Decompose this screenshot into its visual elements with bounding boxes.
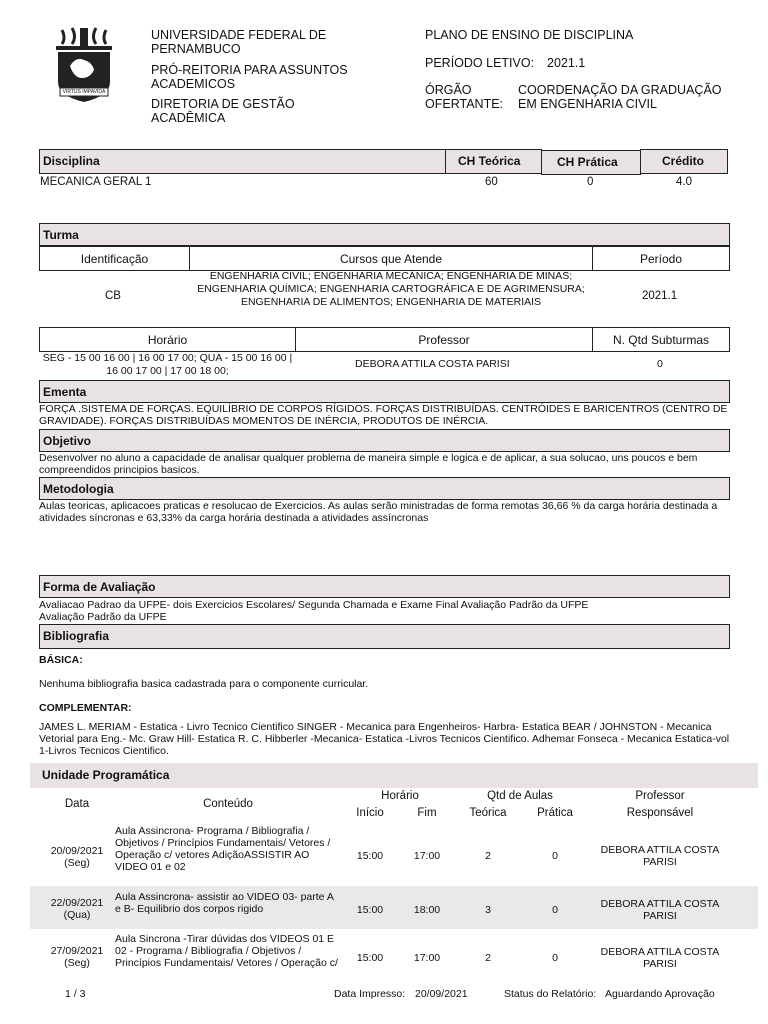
university-name: UNIVERSIDADE FEDERAL DE PERNAMBUCO: [151, 28, 327, 56]
complementar-text: JAMES L. MERIAM - Estatica - Livro Tecnico Cientifico SINGER - Mecanica para Engenheiros- Harbra- Estatica BEAR / JOHNSTON - Mecanica Vetorial para Eng.- Mc. Graw Hill- Estatica R. C. Hibberler -Mecanica- Estatica -Livros Tecnicos Cientifico. Adhemar Fonseca - Mecanica Estatica-vol 1-Livros Tecnicos Cientifico.: [39, 721, 730, 757]
row-professor: DEBORA ATTILA COSTA PARISI: [600, 946, 720, 970]
row-professor: DEBORA ATTILA COSTA PARISI: [600, 844, 720, 868]
credito-col: Crédito: [662, 154, 704, 168]
row-conteudo: Aula Assincrona- assistir ao VIDEO 03- parte A e B- Equilibrio dos corpos rigido: [115, 891, 334, 915]
row-fim: 18:00: [413, 904, 441, 916]
professor-header: Professor: [295, 327, 593, 352]
ementa-header: [39, 380, 730, 403]
objetivo-text: Desenvolver no aluno a capacidade de analisar qualquer problema de maneira simple e logica e de aplicar, a sua solucao, uns poucos e bem compreendidos principios basicos.: [39, 452, 698, 476]
turma-header: [39, 223, 730, 246]
ementa-text: FORÇA .SISTEMA DE FORÇAS. EQUILÍBRIO DE CORPOS RÍGIDOS. FORÇAS DISTRIBUÍDAS. CENTRÓIDES E BARICENTROS (CENTRO DE GRAVIDADE). FORÇAS DISTRIBUÍDAS MOMENTOS DE INÉRCIA, PRODUTOS DE INÉRCIA.: [39, 403, 728, 427]
row-pratica: 0: [552, 850, 558, 862]
complementar-label: COMPLEMENTAR:: [39, 702, 132, 714]
ch-teorica-value: 60: [485, 176, 498, 188]
col-professor: Professor: [635, 790, 685, 802]
objetivo-title: Objetivo: [43, 434, 92, 448]
row-inicio: 15:00: [356, 850, 384, 862]
credito-header: [640, 149, 728, 174]
col-pratica: Prática: [537, 807, 573, 819]
col-conteudo: Conteúdo: [203, 798, 253, 810]
row-teorica: 2: [485, 952, 491, 964]
basica-label: BÁSICA:: [39, 654, 83, 666]
turma-title: Turma: [43, 228, 79, 242]
metodologia-title: Metodologia: [43, 482, 114, 496]
col-inicio: Início: [356, 807, 384, 819]
row-inicio: 15:00: [356, 904, 384, 916]
row-pratica: 0: [552, 904, 558, 916]
subturmas-header: N. Qtd Subturmas: [592, 327, 730, 352]
avaliacao-header: [39, 575, 730, 598]
impresso-value: 20/09/2021: [415, 988, 468, 1000]
col-qtd: Qtd de Aulas: [487, 790, 553, 802]
row-fim: 17:00: [413, 952, 441, 964]
objetivo-header: [39, 429, 730, 452]
row-fim: 17:00: [413, 850, 441, 862]
logo-motto: VIRTUS IMPAVIDA: [62, 89, 106, 95]
row-day: (Seg): [64, 857, 90, 869]
row-conteudo: Aula Assincrona- Programa / Bibliografia / Objetivos / Princípios Fundamentais/ Vetores / Operação c/ vetores AdiçãoASSISTIR AO VIDEO 01 e 02: [115, 825, 331, 873]
disciplina-name: MECANICA GERAL 1: [40, 176, 152, 188]
subturmas-value: 0: [657, 358, 663, 370]
identificacao-header: Identificação: [39, 246, 190, 271]
credito-value: 4.0: [676, 176, 692, 188]
row-day: (Qua): [63, 909, 91, 921]
col-teorica: Teórica: [469, 807, 507, 819]
periodo-label: PERÍODO LETIVO:: [425, 56, 535, 70]
row-date: 20/09/2021: [50, 845, 104, 857]
unidade-title: Unidade Programática: [42, 768, 170, 782]
plan-title: PLANO DE ENSINO DE DISCIPLINA: [425, 28, 634, 42]
ch-teorica-col: CH Teórica: [458, 154, 521, 168]
disciplina-header: [39, 149, 446, 174]
col-horario: Horário: [381, 790, 419, 802]
row-conteudo: Aula Sincrona -Tirar dúvidas dos VIDEOS 01 E 02 - Programa / Bibliografia / Objetivos / Princípios Fundamentais/ Vetores / Operação c/: [115, 933, 338, 969]
pro-reitoria: PRÓ-REITORIA PARA ASSUNTOS ACADEMICOS: [151, 63, 348, 91]
horario-value: SEG - 15 00 16 00 | 16 00 17 00; QUA - 15 00 16 00 | 16 00 17 00 | 17 00 18 00;: [42, 352, 293, 377]
identificacao-value: CB: [105, 290, 121, 302]
bibliografia-title: Bibliografia: [43, 629, 110, 643]
horario-header: Horário: [39, 327, 296, 352]
ch-pratica-col: CH Prática: [557, 155, 618, 169]
row-date: 22/09/2021: [50, 897, 104, 909]
col-data: Data: [64, 798, 90, 810]
row-date: 27/09/2021: [50, 945, 104, 957]
avaliacao-title: Forma de Avaliação: [43, 580, 156, 594]
row-professor: DEBORA ATTILA COSTA PARISI: [600, 898, 720, 922]
basica-text: Nenhuma bibliografia basica cadastrada para o componente curricular.: [39, 678, 369, 690]
ch-pratica-header: [541, 150, 641, 175]
cursos-value: ENGENHARIA CIVIL; ENGENHARIA MECÂNICA; ENGENHARIA DE MINAS; ENGENHARIA QUÍMICA; ENGENHARIA CARTOGRÁFICA E DE AGRIMENSURA; ENGENHARIA DE ALIMENTOS; ENGENHARIA DE MATERIAIS: [197, 270, 585, 308]
orgao-label: ÓRGÃO OFERTANTE:: [425, 83, 504, 111]
metodologia-header: [39, 477, 730, 500]
periodo-value: 2021.1: [547, 56, 586, 70]
col-responsavel: Responsável: [626, 807, 694, 819]
row-day: (Seg): [64, 957, 90, 969]
cursos-header: Cursos que Atende: [189, 246, 593, 271]
ufpe-crest-icon: [52, 26, 116, 108]
status-value: Aguardando Aprovação: [605, 988, 715, 1000]
row-teorica: 3: [485, 904, 491, 916]
periodo-header: Período: [592, 246, 730, 271]
ch-pratica-value: 0: [587, 176, 594, 188]
orgao-value: COORDENAÇÃO DA GRADUAÇÃO EM ENGENHARIA CIVIL: [518, 83, 722, 111]
avaliacao-line1: Avaliacao Padrao da UFPE- dois Exercicios Escolares/ Segunda Chamada e Exame Final Avaliação Padrão da UFPE: [39, 599, 589, 611]
row-teorica: 2: [485, 850, 491, 862]
turma-professor-value: DEBORA ATTILA COSTA PARISI: [355, 358, 510, 370]
turma-periodo-value: 2021.1: [642, 290, 678, 302]
ufpe-logo: [52, 26, 116, 108]
bibliografia-header: [39, 624, 730, 649]
metodologia-text: Aulas teoricas, aplicacoes praticas e resolucao de Exercicios. As aulas serão ministradas de forma remotas 36,66 % da carga horária destinada a atividades síncronas e 63,33% da carga horária destinada a atividades assíncronas: [39, 500, 718, 524]
row-pratica: 0: [552, 952, 558, 964]
ch-teorica-header: [445, 149, 542, 174]
status-label: Status do Relatório:: [504, 988, 597, 1000]
row-inicio: 15:00: [356, 952, 384, 964]
col-fim: Fim: [417, 807, 437, 819]
page-number: 1 / 3: [65, 988, 86, 1000]
disciplina-col: Disciplina: [43, 154, 100, 168]
impresso-label: Data Impresso:: [334, 988, 406, 1000]
unidade-header: [30, 763, 758, 788]
avaliacao-line2: Avaliação Padrão da UFPE: [39, 611, 167, 623]
ementa-title: Ementa: [43, 385, 87, 399]
diretoria: DIRETORIA DE GESTÃO ACADÊMICA: [151, 97, 295, 125]
